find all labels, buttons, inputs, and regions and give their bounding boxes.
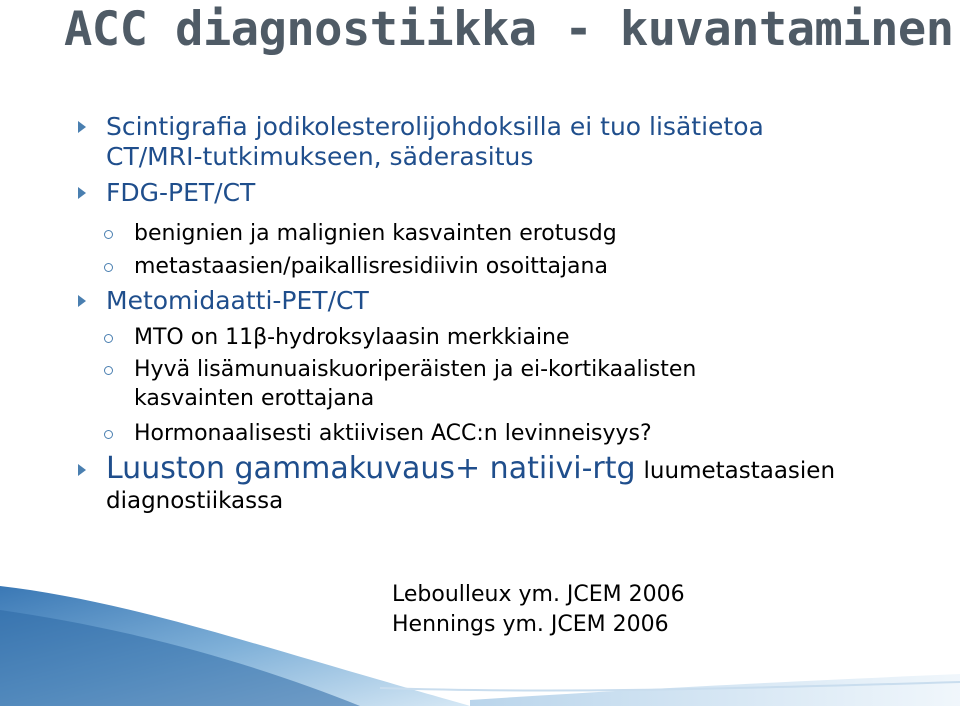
- reference-item: Leboulleux ym. JCEM 2006: [392, 582, 685, 607]
- page-title: ACC diagnostiikka - kuvantaminen: [64, 2, 954, 57]
- reference-item: Hennings ym. JCEM 2006: [392, 612, 669, 637]
- references: [392, 580, 685, 640]
- sub-bullet-text: metastaasien/paikallisresidiivin osoittajana: [134, 254, 608, 279]
- bullet-text-cont: CT/MRI-tutkimukseen, säderasitus: [106, 142, 534, 171]
- sub-bullet-text: benignien ja malignien kasvainten erotusdg: [134, 221, 617, 246]
- bullet-text-cont: diagnostiikassa: [106, 488, 284, 514]
- bone-scan-main: Luuston gammakuvaus+ natiivi-rtg: [106, 451, 636, 486]
- circle-bullet-icon: [104, 230, 113, 239]
- triangle-arrow-icon: [78, 464, 86, 476]
- sub-bullet-text: Hyvä lisämunuaiskuoriperäisten ja ei-kortikaalisten: [134, 357, 697, 382]
- sub-bullet-text: MTO on 11β-hydroksylaasin merkkiaine: [134, 325, 570, 350]
- sub-bullet-text-cont: kasvainten erottajana: [134, 386, 375, 411]
- bullet-text: FDG-PET/CT: [106, 178, 256, 207]
- bone-scan-small: luumetastaasien: [643, 458, 836, 484]
- bullet-text: [106, 452, 835, 488]
- triangle-arrow-icon: [78, 121, 86, 133]
- circle-bullet-icon: [104, 430, 113, 439]
- bullet-text: Metomidaatti-PET/CT: [106, 286, 369, 315]
- bullet-text: Scintigrafia jodikolesterolijohdoksilla ei tuo lisätietoa: [106, 112, 764, 141]
- triangle-arrow-icon: [78, 295, 86, 307]
- sub-bullet-text: Hormonaalisesti aktiivisen ACC:n levinneisyys?: [134, 421, 652, 446]
- triangle-arrow-icon: [78, 187, 86, 199]
- circle-bullet-icon: [104, 263, 113, 272]
- circle-bullet-icon: [104, 366, 113, 375]
- circle-bullet-icon: [104, 334, 113, 343]
